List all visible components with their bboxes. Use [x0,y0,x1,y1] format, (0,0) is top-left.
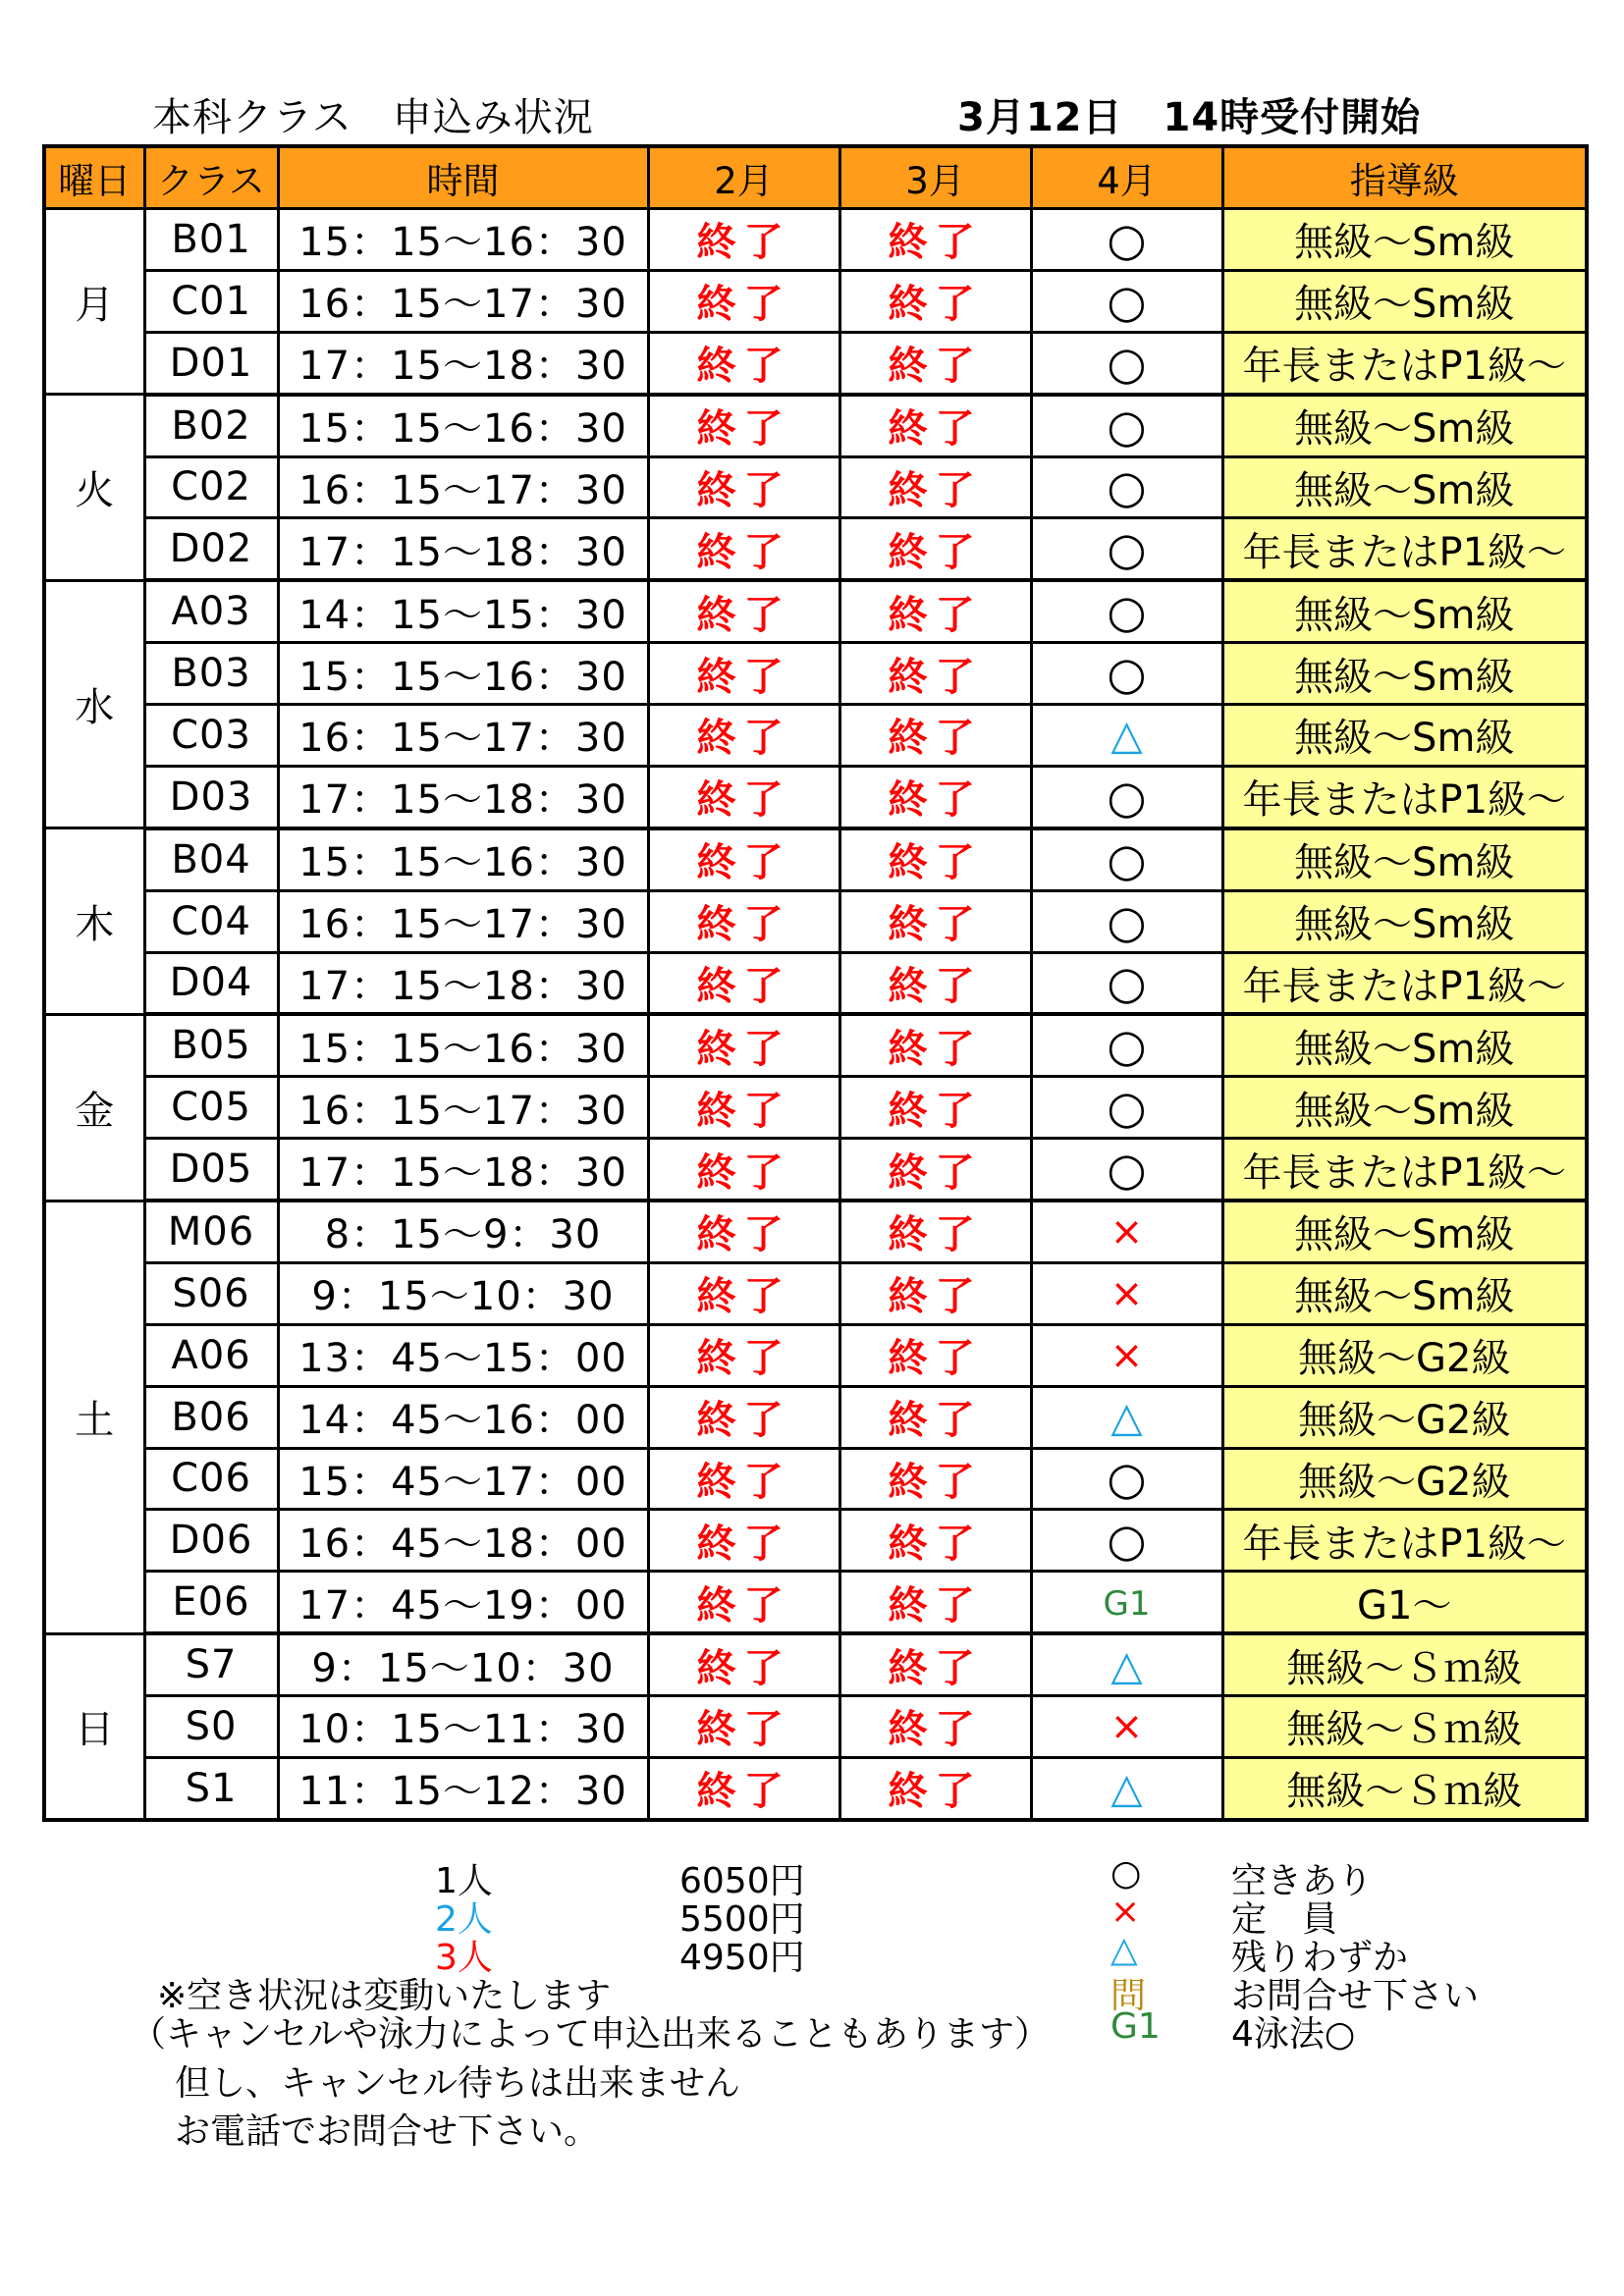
time-cell: 17：15～18：30 [278,766,648,828]
class-code-cell: D02 [144,518,278,580]
february-status-cell: 終了 [648,952,839,1014]
time-cell: 16：15～17：30 [278,270,648,332]
header-day: 曜日 [44,146,144,209]
pricing-amount: 6050円 [679,1861,805,1901]
time-cell: 17：45～19：00 [278,1572,648,1633]
availability-symbol: ○ [1107,894,1147,948]
february-status-cell: 終了 [648,1201,839,1262]
grade-cell: 無級～G2級 [1222,1386,1587,1448]
table-row [44,1139,1587,1201]
time-cell: 14：45～16：00 [278,1386,648,1448]
march-status-cell: 終了 [839,643,1031,705]
april-status-cell [1031,456,1222,518]
february-status-cell: 終了 [648,1448,839,1510]
header-class: クラス [144,146,278,209]
class-code-cell: C06 [144,1448,278,1510]
grade-cell: 無級～G2級 [1222,1448,1587,1510]
day-cell: 水 [44,580,144,828]
february-status-cell: 終了 [648,890,839,952]
table-row [44,270,1587,332]
time-cell: 16：15～17：30 [278,1077,648,1139]
april-status-cell [1031,1510,1222,1572]
march-status-cell: 終了 [839,705,1031,767]
availability-symbol: × [1110,1703,1144,1749]
february-status-cell: 終了 [648,270,839,332]
april-status-cell [1031,1324,1222,1386]
table-row [44,580,1587,642]
availability-symbol: ○ [1107,399,1147,453]
class-code-cell: D05 [144,1139,278,1201]
header-time: 時間 [278,146,648,209]
table-row [44,332,1587,394]
time-cell: 9：15～10：30 [278,1633,648,1695]
day-cell: 日 [44,1633,144,1820]
time-cell: 14：15～15：30 [278,580,648,642]
availability-symbol: ○ [1107,956,1147,1010]
table-row [44,1448,1587,1510]
grade-cell: 無級～Sm級 [1222,828,1587,890]
class-code-cell: A03 [144,580,278,642]
page-title: 本科クラス 申込み状況 [152,95,594,140]
time-cell: 9：15～10：30 [278,1262,648,1324]
march-status-cell: 終了 [839,518,1031,580]
february-status-cell: 終了 [648,1572,839,1633]
april-status-cell [1031,952,1222,1014]
grade-cell: 無級～G2級 [1222,1324,1587,1386]
availability-symbol: ○ [1107,274,1147,328]
class-code-cell: D06 [144,1510,278,1572]
note-line: お電話でお問合せ下さい。 [175,2111,600,2152]
table-row [44,1572,1587,1633]
february-status-cell: 終了 [648,456,839,518]
april-status-cell [1031,1139,1222,1201]
pricing-people: 1人 [435,1861,493,1901]
grade-cell: 無級～Sm級 [1222,456,1587,518]
note-line: 但し、キャンセル待ちは出来ません [175,2063,741,2104]
time-cell: 16：15～17：30 [278,456,648,518]
february-status-cell: 終了 [648,395,839,456]
availability-symbol: × [1110,1208,1144,1255]
table-row [44,209,1587,271]
pricing-amount: 5500円 [679,1899,805,1940]
day-cell: 月 [44,209,144,395]
time-cell: 15：15～16：30 [278,828,648,890]
april-status-cell [1031,518,1222,580]
grade-cell: 無級～Sm級 [1222,705,1587,767]
time-cell: 17：15～18：30 [278,952,648,1014]
pricing-amount: 4950円 [679,1938,805,1978]
availability-symbol: ○ [1107,460,1147,514]
availability-symbol: ○ [1107,1514,1147,1568]
availability-symbol: ○ [1107,212,1147,266]
time-cell: 15：15～16：30 [278,643,648,705]
availability-symbol: ○ [1107,1019,1147,1073]
availability-symbol: ○ [1107,1452,1147,1506]
march-status-cell: 終了 [839,580,1031,642]
april-status-cell [1031,1448,1222,1510]
time-cell: 15：15～16：30 [278,209,648,271]
class-code-cell: B02 [144,395,278,456]
class-code-cell: C02 [144,456,278,518]
legend-symbol: △ [1110,1930,1138,1970]
march-status-cell: 終了 [839,1139,1031,1201]
march-status-cell: 終了 [839,1633,1031,1695]
february-status-cell: 終了 [648,705,839,767]
table-row [44,395,1587,456]
time-cell: 10：15～11：30 [278,1696,648,1758]
availability-symbol: ○ [1107,585,1147,639]
availability-symbol: ○ [1107,1143,1147,1197]
availability-symbol: ○ [1107,770,1147,824]
class-code-cell: B06 [144,1386,278,1448]
march-status-cell: 終了 [839,1077,1031,1139]
availability-symbol: △ [1110,1640,1143,1689]
note-line: ※空き状況は変動いたします [157,1976,612,2016]
march-status-cell: 終了 [839,952,1031,1014]
grade-cell: G1～ [1222,1572,1587,1633]
april-status-cell [1031,705,1222,767]
table-row [44,643,1587,705]
february-status-cell: 終了 [648,1014,839,1076]
table-row [44,1324,1587,1386]
grade-cell: 無級～Sm級 [1222,395,1587,456]
class-code-cell: D03 [144,766,278,828]
february-status-cell: 終了 [648,209,839,271]
table-header-row [44,146,1587,209]
table-row [44,456,1587,518]
april-status-cell [1031,643,1222,705]
class-code-cell: S1 [144,1757,278,1820]
class-code-cell: C05 [144,1077,278,1139]
table-row [44,1386,1587,1448]
april-status-cell [1031,1386,1222,1448]
class-code-cell: E06 [144,1572,278,1633]
availability-symbol: ○ [1107,832,1147,886]
class-code-cell: S0 [144,1696,278,1758]
time-cell: 15：15～16：30 [278,395,648,456]
grade-cell: 無級～Ｓｍ級 [1222,1757,1587,1820]
march-status-cell: 終了 [839,828,1031,890]
class-code-cell: S06 [144,1262,278,1324]
table-row [44,952,1587,1014]
legend-symbol: 問 [1110,1976,1147,2016]
grade-cell: 無級～Ｓｍ級 [1222,1633,1587,1695]
grade-cell: 無級～Sm級 [1222,1014,1587,1076]
grade-cell: 無級～Sm級 [1222,1262,1587,1324]
grade-cell: 年長またはP1級～ [1222,332,1587,394]
table-row [44,1757,1587,1820]
time-cell: 11：15～12：30 [278,1757,648,1820]
grade-cell: 無級～Ｓｍ級 [1222,1696,1587,1758]
march-status-cell: 終了 [839,395,1031,456]
class-code-cell: S7 [144,1633,278,1695]
time-cell: 13：45～15：00 [278,1324,648,1386]
april-status-cell [1031,766,1222,828]
march-status-cell: 終了 [839,1386,1031,1448]
legend-symbol: × [1110,1892,1141,1932]
legend-meaning: 空きあり [1231,1861,1374,1901]
pricing-people: 2人 [435,1899,493,1940]
legend-symbol: ○ [1110,1853,1142,1894]
time-cell: 16：45～18：00 [278,1510,648,1572]
class-code-cell: C01 [144,270,278,332]
time-cell: 15：15～16：30 [278,1014,648,1076]
time-cell: 16：15～17：30 [278,705,648,767]
table-row [44,1014,1587,1076]
availability-symbol: × [1110,1332,1144,1378]
time-cell: 17：15～18：30 [278,518,648,580]
april-status-cell [1031,270,1222,332]
class-code-cell: B03 [144,643,278,705]
grade-cell: 年長またはP1級～ [1222,518,1587,580]
time-cell: 17：15～18：30 [278,332,648,394]
availability-symbol: △ [1110,1393,1143,1442]
march-status-cell: 終了 [839,1696,1031,1758]
availability-symbol: ○ [1107,336,1147,390]
grade-cell: 年長またはP1級～ [1222,1510,1587,1572]
reception-start-notice: 3月12日 14時受付開始 [957,95,1422,140]
availability-symbol: ○ [1107,522,1147,576]
february-status-cell: 終了 [648,580,839,642]
availability-symbol: × [1110,1270,1144,1316]
class-code-cell: B04 [144,828,278,890]
grade-cell: 無級～Sm級 [1222,580,1587,642]
february-status-cell: 終了 [648,1633,839,1695]
april-status-cell [1031,1757,1222,1820]
february-status-cell: 終了 [648,1262,839,1324]
april-status-cell [1031,395,1222,456]
time-cell: 17：15～18：30 [278,1139,648,1201]
grade-cell: 無級～Sm級 [1222,1077,1587,1139]
april-status-cell [1031,1077,1222,1139]
time-cell: 15：45～17：00 [278,1448,648,1510]
day-cell: 金 [44,1014,144,1201]
april-status-cell [1031,1696,1222,1758]
table-row [44,1262,1587,1324]
table-row [44,828,1587,890]
class-code-cell: C04 [144,890,278,952]
february-status-cell: 終了 [648,1696,839,1758]
legend-symbol: G1 [1110,2006,1161,2047]
april-status-cell [1031,1201,1222,1262]
april-status-cell [1031,580,1222,642]
grade-cell: 無級～Sm級 [1222,1201,1587,1262]
table-row [44,1510,1587,1572]
march-status-cell: 終了 [839,209,1031,271]
march-status-cell: 終了 [839,1757,1031,1820]
march-status-cell: 終了 [839,890,1031,952]
april-status-cell [1031,1262,1222,1324]
april-status-cell [1031,1014,1222,1076]
table-row [44,1633,1587,1695]
day-cell: 土 [44,1201,144,1633]
note-line: （キャンセルや泳力によって申込出来ることもあります） [131,2014,1051,2055]
grade-cell: 年長またはP1級～ [1222,766,1587,828]
grade-cell: 年長またはP1級～ [1222,952,1587,1014]
class-code-cell: M06 [144,1201,278,1262]
class-code-cell: B05 [144,1014,278,1076]
february-status-cell: 終了 [648,1077,839,1139]
february-status-cell: 終了 [648,828,839,890]
table-row [44,890,1587,952]
legend-meaning: 残りわずか [1231,1938,1409,1978]
pricing-people: 3人 [435,1938,493,1978]
april-status-cell [1031,332,1222,394]
table-row [44,1696,1587,1758]
legend-meaning: 4泳法○ [1231,2014,1356,2055]
class-application-table [42,144,1589,1822]
class-code-cell: C03 [144,705,278,767]
march-status-cell: 終了 [839,1324,1031,1386]
availability-symbol: △ [1110,711,1143,760]
february-status-cell: 終了 [648,643,839,705]
time-cell: 16：15～17：30 [278,890,648,952]
time-cell: 8：15～9：30 [278,1201,648,1262]
february-status-cell: 終了 [648,518,839,580]
march-status-cell: 終了 [839,1014,1031,1076]
header-grade: 指導級 [1222,146,1587,209]
class-code-cell: D01 [144,332,278,394]
header-april: 4月 [1031,146,1222,209]
march-status-cell: 終了 [839,456,1031,518]
legend-meaning: お問合せ下さい [1231,1976,1480,2016]
table-row [44,705,1587,767]
april-status-cell [1031,890,1222,952]
grade-cell: 年長またはP1級～ [1222,1139,1587,1201]
march-status-cell: 終了 [839,1201,1031,1262]
march-status-cell: 終了 [839,270,1031,332]
march-status-cell: 終了 [839,1448,1031,1510]
april-status-cell [1031,1572,1222,1633]
table-row [44,1077,1587,1139]
header-march: 3月 [839,146,1031,209]
march-status-cell: 終了 [839,1572,1031,1633]
day-cell: 火 [44,395,144,581]
grade-cell: 無級～Sm級 [1222,270,1587,332]
day-cell: 木 [44,828,144,1015]
february-status-cell: 終了 [648,1510,839,1572]
availability-symbol: △ [1110,1764,1143,1813]
grade-cell: 無級～Sm級 [1222,890,1587,952]
april-status-cell [1031,209,1222,271]
table-row [44,766,1587,828]
class-code-cell: A06 [144,1324,278,1386]
march-status-cell: 終了 [839,332,1031,394]
april-status-cell [1031,1633,1222,1695]
march-status-cell: 終了 [839,766,1031,828]
february-status-cell: 終了 [648,766,839,828]
table-row [44,518,1587,580]
april-status-cell [1031,828,1222,890]
february-status-cell: 終了 [648,1386,839,1448]
grade-cell: 無級～Sm級 [1222,643,1587,705]
february-status-cell: 終了 [648,332,839,394]
march-status-cell: 終了 [839,1510,1031,1572]
february-status-cell: 終了 [648,1324,839,1386]
availability-symbol: ○ [1107,1081,1147,1135]
table-row [44,1201,1587,1262]
grade-cell: 無級～Sm級 [1222,209,1587,271]
class-code-cell: B01 [144,209,278,271]
legend-meaning: 定 員 [1231,1899,1338,1940]
header-february: 2月 [648,146,839,209]
march-status-cell: 終了 [839,1262,1031,1324]
availability-symbol: ○ [1107,647,1147,701]
february-status-cell: 終了 [648,1757,839,1820]
availability-symbol: G1 [1103,1584,1151,1625]
class-code-cell: D04 [144,952,278,1014]
february-status-cell: 終了 [648,1139,839,1201]
